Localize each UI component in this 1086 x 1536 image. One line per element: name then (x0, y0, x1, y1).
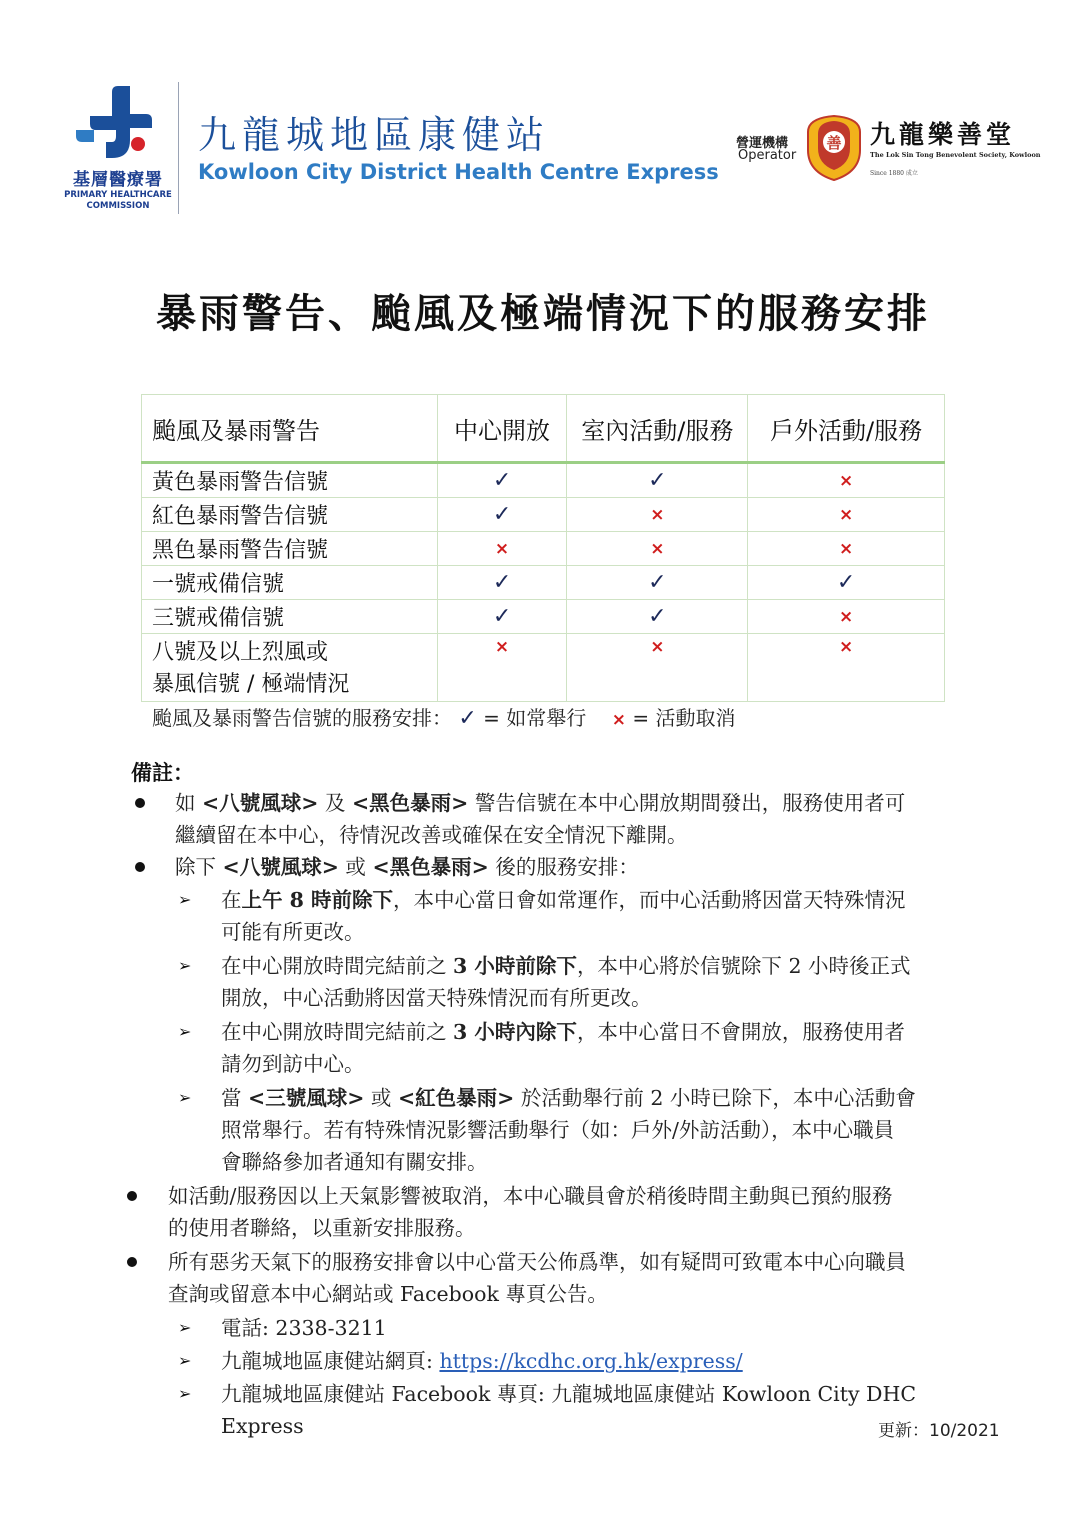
arrow-icon: ➢ (178, 956, 192, 975)
status-cell (567, 532, 748, 566)
col-header-indoor: 室內活動/服務 (567, 395, 748, 463)
lst-badge-char: 善 (826, 134, 842, 152)
note-4: 所有惡劣天氣下的服務安排會以中心當天公佈爲準，如有疑問可致電本中心向職員 查詢或留意本中心網站或 Facebook 專頁公告。 (168, 1250, 906, 1306)
note-2: 除下 <八號風球> 或 <黑色暴雨> 後的服務安排： (175, 855, 639, 879)
table-header-row (142, 395, 945, 463)
status-cell (748, 532, 945, 566)
cross-icon: × (838, 637, 854, 657)
cross-icon: × (494, 538, 510, 559)
operator-label-zh: 營運機構 (736, 136, 789, 151)
arrow-icon: ➢ (178, 1088, 192, 1107)
status-cell (567, 498, 748, 532)
page-title: 暴雨警告、颱風及極端情況下的服務安排 (156, 291, 930, 337)
cross-icon: × (650, 538, 665, 559)
signal-name: 黃色暴雨警告信號 (142, 463, 438, 498)
operator-label-en: Operator (738, 148, 797, 163)
status-cell (748, 566, 945, 600)
cross-icon: × (838, 504, 854, 525)
signal-name: 紅色暴雨警告信號 (142, 498, 438, 532)
table-row (142, 498, 945, 532)
phc-name-en (58, 190, 178, 212)
bullet-icon (127, 1257, 137, 1267)
signal-name: 一號戒備信號 (142, 566, 438, 600)
cross-icon: × (838, 470, 854, 491)
signal-name: 黑色暴雨警告信號 (142, 532, 438, 566)
arrow-icon: ➢ (178, 1022, 192, 1041)
contact-facebook: 九龍城地區康健站 Facebook 專頁: 九龍城地區康健站 Kowloon City DHC Express (221, 1382, 917, 1438)
cross-icon: × (838, 606, 854, 627)
check-icon: ✓ (648, 604, 667, 629)
legend-cross-text: = 活動取消 (632, 706, 736, 730)
status-cell (567, 600, 748, 634)
dhc-name-zh: 九龍城地區康健站 (198, 113, 551, 157)
check-icon: ✓ (492, 502, 512, 527)
status-cell (437, 532, 567, 566)
check-icon: ✓ (458, 706, 477, 731)
signal-name (142, 634, 438, 702)
contact-website: 九龍城地區康健站網頁: https://kcdhc.org.hk/express/ (221, 1349, 743, 1373)
sub-note-4: 當 <三號風球> 或 <紅色暴雨> 於活動舉行前 2 小時已除下，本中心活動會 照常舉行。若有特殊情況影響活動舉行（如：戶外/外訪活動），本中心職員 會聯絡參加者通知有關安排。 (221, 1086, 916, 1174)
table-legend (152, 702, 735, 731)
table-row (142, 600, 945, 634)
check-icon: ✓ (648, 570, 667, 595)
table-row (142, 566, 945, 600)
phc-name-zh: 基層醫療署 (73, 170, 163, 190)
lst-name-en: The Lok Sin Tong Benevolent Society, Kowloon (870, 151, 1041, 159)
lst-since: Since 1880 成立 (870, 170, 918, 177)
status-cell (748, 634, 945, 702)
contact-phone: 電話: 2338-3211 (221, 1316, 387, 1340)
check-icon: ✓ (492, 570, 512, 595)
note-1-line2: 繼續留在本中心，待情況改善或確保在安全情況下離開。 (175, 823, 688, 847)
status-cell (437, 600, 567, 634)
cross-icon: × (650, 637, 665, 657)
arrow-icon: ➢ (178, 890, 192, 909)
table-row (142, 634, 945, 702)
signal-name-line2: 暴風信號 / 極端情況 (152, 672, 350, 697)
check-icon: ✓ (492, 468, 512, 493)
table-row (142, 463, 945, 498)
signal-table (141, 394, 945, 702)
status-cell (748, 498, 945, 532)
status-cell (437, 634, 567, 702)
legend-prefix: 颱風及暴雨警告信號的服務安排： (152, 706, 452, 730)
cross-icon: × (494, 637, 510, 657)
website-link[interactable]: https://kcdhc.org.hk/express/ (439, 1349, 743, 1373)
phc-name-en-line2: COMMISSION (86, 201, 150, 211)
col-header-signal: 颱風及暴雨警告 (142, 395, 438, 463)
sub-note-2: 在中心開放時間完結前之 3 小時前除下，本中心將於信號除下 2 小時後正式 開放，中心活動將因當天特殊情況而有所更改。 (221, 954, 911, 1010)
note-3: 如活動/服務因以上天氣影響被取消，本中心職員會於稍後時間主動與已預約服務 的使用者聯絡，以重新安排服務。 (168, 1184, 893, 1240)
bullet-icon (127, 1191, 137, 1201)
arrow-icon: ➢ (178, 1384, 192, 1403)
phc-name-en-line1: PRIMARY HEALTHCARE (64, 190, 172, 200)
col-header-centre-open: 中心開放 (437, 395, 567, 463)
legend-check-text: = 如常舉行 (483, 706, 587, 730)
table-row (142, 532, 945, 566)
lst-name-zh: 九龍樂善堂 (870, 120, 1016, 149)
cross-icon: × (838, 538, 854, 559)
note-1 (175, 787, 965, 851)
arrow-icon: ➢ (178, 1351, 192, 1370)
notes-heading: 備註： (131, 761, 194, 785)
note-1-line1: 如 <八號風球> 及 <黑色暴雨> 警告信號在本中心開放期間發出，服務使用者可 (175, 791, 906, 815)
status-cell (567, 566, 748, 600)
cross-icon: × (611, 710, 626, 730)
col-header-outdoor: 戶外活動/服務 (748, 395, 945, 463)
bullet-icon (135, 862, 145, 872)
header-divider (178, 82, 179, 214)
lok-sin-tong-logo (804, 110, 864, 182)
status-cell (567, 634, 748, 702)
check-icon: ✓ (492, 604, 512, 629)
signal-name: 三號戒備信號 (142, 600, 438, 634)
updated-date: 更新：10/2021 (878, 1421, 1000, 1441)
status-cell (437, 566, 567, 600)
cross-icon: × (650, 504, 665, 525)
sub-note-3: 在中心開放時間完結前之 3 小時內除下，本中心當日不會開放，服務使用者 請勿到訪中心。 (221, 1020, 905, 1076)
status-cell (567, 463, 748, 498)
dhc-name-en: Kowloon City District Health Centre Express (198, 160, 719, 184)
bullet-icon (135, 798, 145, 808)
signal-name-line1: 八號及以上烈風或 (152, 640, 329, 665)
status-cell (437, 463, 567, 498)
status-cell (748, 600, 945, 634)
status-cell (437, 498, 567, 532)
check-icon: ✓ (648, 468, 667, 493)
check-icon: ✓ (836, 570, 856, 595)
arrow-icon: ➢ (178, 1318, 192, 1337)
primary-healthcare-logo (72, 78, 164, 170)
sub-note-1: 在上午 8 時前除下，本中心當日會如常運作，而中心活動將因當天特殊情況 可能有所更改。 (221, 888, 906, 944)
status-cell (748, 463, 945, 498)
